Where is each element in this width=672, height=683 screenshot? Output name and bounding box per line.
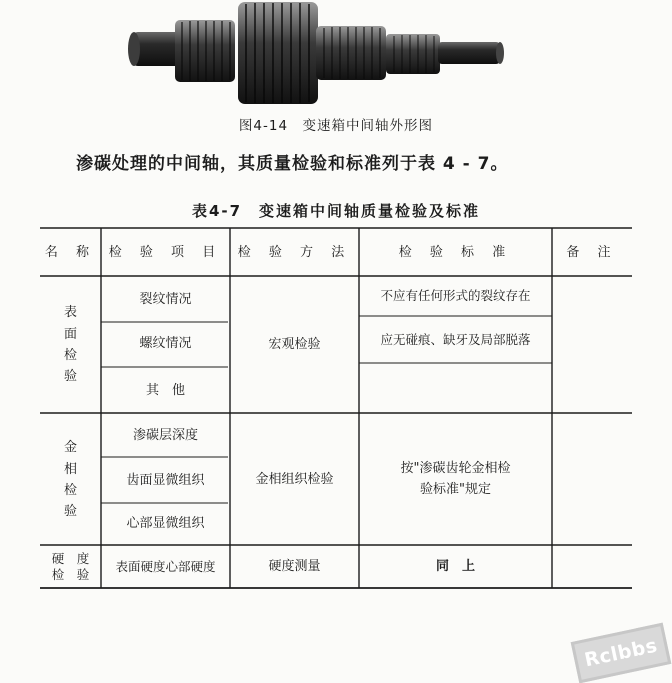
standard-line: 验标准"规定 [420, 482, 491, 497]
table-caption: 表4-7 变速箱中间轴质量检验及标准 [191, 202, 481, 220]
figure-caption: 图4-14 变速箱中间轴外形图 [238, 118, 434, 134]
method-cell: 硬度测量 [268, 558, 321, 574]
header-name: 名 称 [44, 244, 97, 260]
group-name-char: 验 [63, 369, 77, 385]
group-name-line: 检 验 [51, 567, 90, 582]
method-cell: 宏观检验 [268, 336, 321, 352]
group-name-char: 检 [63, 348, 77, 363]
item-cell: 螺纹情况 [139, 336, 192, 352]
header-item: 检 验 项 目 [108, 244, 223, 260]
group-name-char: 验 [63, 504, 77, 520]
group-name-char: 面 [63, 326, 77, 342]
group-name-metallographic [40, 416, 101, 544]
method-cell: 金相组织检验 [255, 471, 334, 487]
group-name-char: 表 [63, 305, 77, 321]
body-paragraph: 渗碳处理的中间轴，其质量检验和标准列于表 4 - 7。 [76, 154, 509, 174]
item-cell: 齿面显微组织 [126, 472, 205, 488]
item-cell: 心部显微组织 [126, 516, 205, 532]
item-cell: 表面硬度心部硬度 [115, 559, 216, 574]
item-cell: 裂纹情况 [139, 291, 192, 307]
group-name-hardness [40, 547, 101, 587]
header-standard: 检 验 标 准 [398, 244, 513, 260]
standard-line: 按"渗碳齿轮金相检 [400, 461, 511, 477]
group-name-char: 检 [63, 483, 77, 498]
standard-cell: 不应有任何形式的裂纹存在 [380, 288, 531, 303]
group-name-line: 硬 度 [51, 550, 90, 566]
standard-cell [359, 416, 552, 544]
item-cell: 其 他 [145, 382, 185, 398]
standard-cell: 应无碰痕、缺牙及局部脱落 [380, 332, 531, 347]
group-name-char: 金 [63, 440, 77, 456]
header-remarks: 备 注 [566, 244, 618, 260]
group-name-char: 相 [63, 461, 77, 477]
header-method: 检 验 方 法 [237, 244, 352, 260]
item-cell: 渗碳层深度 [132, 427, 198, 443]
group-name-surface [40, 280, 101, 410]
watermark-logo: Rclbbs [571, 623, 672, 683]
standard-cell: 同 上 [435, 558, 475, 574]
